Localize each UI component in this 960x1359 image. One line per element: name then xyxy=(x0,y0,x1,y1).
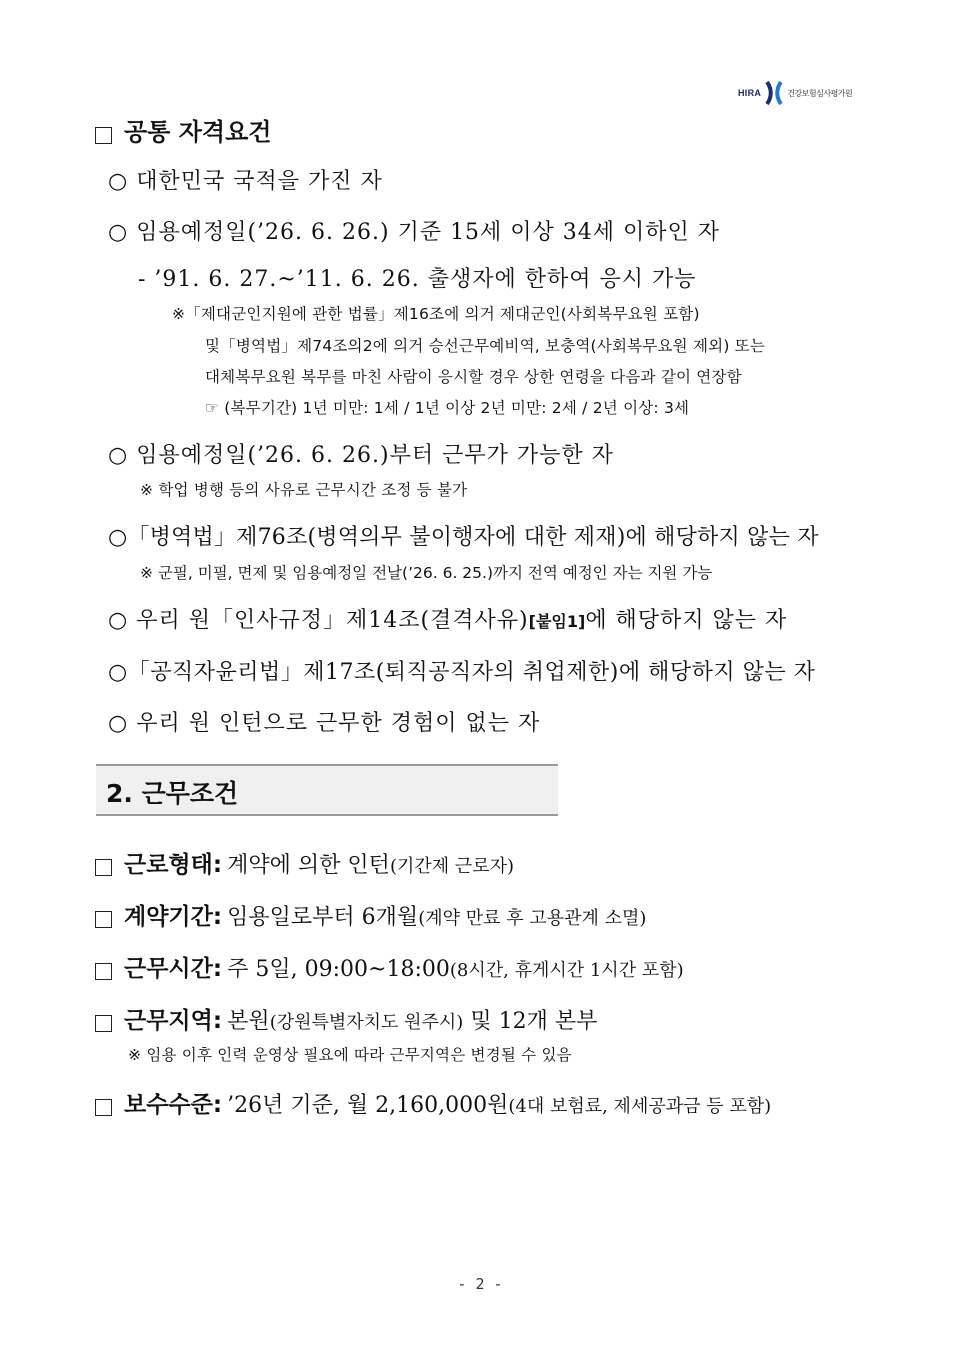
checkbox-square-icon xyxy=(95,859,112,876)
circle-bullet-icon: ○ xyxy=(108,220,129,245)
qualification-text: 우리 원 인턴으로 근무한 경험이 없는 자 xyxy=(136,711,541,736)
condition-item xyxy=(95,1002,597,1035)
condition-detail: (강원특별자치도 원주시) xyxy=(269,1012,464,1033)
note-line: 및「병역법」제74조의2에 의거 승선근무예비역, 보충역(사회복무요원 제외) 또는 xyxy=(205,337,766,355)
condition-value: 본원 xyxy=(227,1009,270,1034)
condition-value: 임용일로부터 6개월 xyxy=(227,905,419,930)
condition-item xyxy=(95,1086,771,1119)
condition-detail: (8시간, 휴게시간 1시간 포함) xyxy=(449,960,684,981)
qualification-text-end: 에 해당하지 않는 자 xyxy=(585,608,788,633)
condition-label: 계약기간: xyxy=(124,904,223,930)
qualification-item xyxy=(108,655,815,686)
condition-item xyxy=(95,950,684,983)
condition-value: ’26년 기준, 월 2,160,000원 xyxy=(227,1093,509,1118)
qualification-text: 대한민국 국적을 가진 자 xyxy=(136,169,383,194)
circle-bullet-icon: ○ xyxy=(108,711,129,736)
checkbox-square-icon xyxy=(95,127,112,144)
qualification-item xyxy=(108,215,720,246)
qualification-text: 우리 원「인사규정」제14조(결격사유) xyxy=(136,608,529,633)
note-line: ※「제대군인지원에 관한 법률」제16조에 의거 제대군인(사회복무요원 포함) xyxy=(172,305,700,323)
qualification-text: 임용예정일(’26. 6. 26.) 기준 15세 이상 34세 이하인 자 xyxy=(136,220,721,245)
checkbox-square-icon xyxy=(95,963,112,980)
qualification-item xyxy=(108,164,383,195)
section1-title: 공통 자격요건 xyxy=(124,118,272,146)
circle-bullet-icon: ○ xyxy=(108,608,129,633)
qualification-item xyxy=(108,603,787,634)
condition-detail: (4대 보험료, 제세공과금 등 포함) xyxy=(508,1096,772,1117)
header-logo xyxy=(738,80,852,106)
logo-text: HIRA xyxy=(738,88,762,98)
checkbox-square-icon xyxy=(95,1015,112,1032)
section2-title: 2. 근무조건 xyxy=(106,779,239,808)
condition-label: 근무지역: xyxy=(124,1008,223,1034)
condition-label: 보수수준: xyxy=(124,1092,223,1118)
condition-label: 근무시간: xyxy=(124,956,223,982)
note-line: ☞ (복무기간) 1년 미만: 1세 / 1년 이상 2년 미만: 2세 / 2년 이상: 3세 xyxy=(205,399,690,417)
note-line: 대체복무요원 복무를 마친 사람이 응시할 경우 상한 연령을 다음과 같이 연장함 xyxy=(205,368,742,386)
qualification-subitem: - ’91. 6. 27.~’11. 6. 26. 출생자에 한하여 응시 가능 xyxy=(138,267,697,292)
condition-detail: (계약 만료 후 고용관계 소멸) xyxy=(418,908,647,929)
qualification-text: 「공직자윤리법」제17조(퇴직공직자의 취업제한)에 해당하지 않는 자 xyxy=(127,660,816,685)
qualification-text: 「병역법」제76조(병역의무 불이행자에 대한 제재)에 해당하지 않는 자 xyxy=(127,525,819,550)
checkbox-square-icon xyxy=(95,911,112,928)
org-name: 건강보험심사평가원 xyxy=(787,88,853,98)
condition-item xyxy=(95,898,646,931)
qualification-item xyxy=(108,706,540,737)
condition-value-extra: 및 12개 본부 xyxy=(463,1009,598,1034)
condition-item xyxy=(95,846,514,879)
condition-label: 근로형태: xyxy=(124,852,223,878)
page-number: - 2 - xyxy=(457,1275,503,1293)
hira-x-icon xyxy=(765,81,783,105)
note-line: ※ 임용 이후 인력 운영상 필요에 따라 근무지역은 변경될 수 있음 xyxy=(128,1046,572,1064)
condition-value: 계약에 의한 인턴 xyxy=(227,853,390,878)
circle-bullet-icon: ○ xyxy=(108,660,128,685)
condition-detail: (기간제 근로자) xyxy=(389,856,515,877)
circle-bullet-icon: ○ xyxy=(108,169,129,194)
checkbox-square-icon xyxy=(95,1099,112,1116)
condition-value: 주 5일, 09:00~18:00 xyxy=(227,957,450,982)
circle-bullet-icon: ○ xyxy=(108,525,128,550)
qualification-item xyxy=(108,520,819,551)
qualification-text: 임용예정일(’26. 6. 26.)부터 근무가 가능한 자 xyxy=(136,443,614,468)
circle-bullet-icon: ○ xyxy=(108,443,129,468)
note-line: ※ 군필, 미필, 면제 및 임용예정일 전날(’26. 6. 25.)까지 전역 예정인 자는 지원 가능 xyxy=(140,564,713,582)
attachment-ref: [붙임1] xyxy=(528,612,586,631)
note-line: ※ 학업 병행 등의 사유로 근무시간 조정 등 불가 xyxy=(140,481,468,499)
qualification-item xyxy=(108,438,614,469)
section1-heading xyxy=(95,112,271,147)
